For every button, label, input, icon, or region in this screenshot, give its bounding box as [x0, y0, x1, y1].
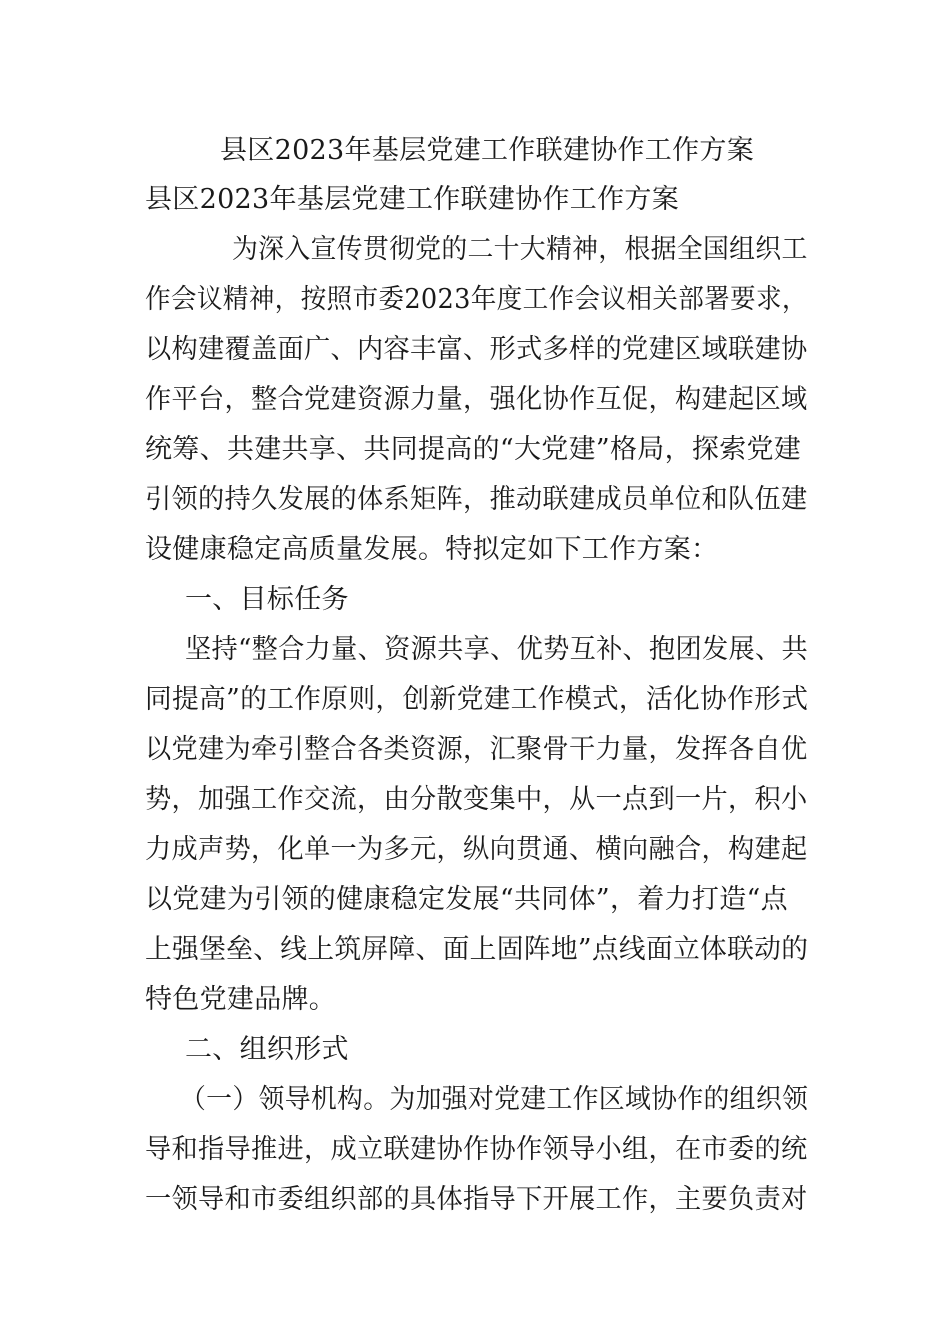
paragraph-line: 以党建为牵引整合各类资源，汇聚骨干力量，发挥各自优	[145, 734, 808, 765]
paragraph-line: 力成声势，化单一为多元，纵向贯通、横向融合，构建起	[145, 834, 808, 865]
paragraph-line: 引领的持久发展的体系矩阵，推动联建成员单位和队伍建	[145, 484, 808, 515]
paragraph-line: 作会议精神，按照市委2023年度工作会议相关部署要求，	[145, 284, 808, 315]
section-heading-goals: 一、目标任务	[185, 584, 349, 615]
paragraph-line: 以构建覆盖面广、内容丰富、形式多样的党建区域联建协	[145, 334, 808, 365]
paragraph-line: 特色党建品牌。	[145, 984, 337, 1015]
section-heading-organization: 二、组织形式	[185, 1034, 349, 1065]
paragraph-line: 作平台，整合党建资源力量，强化协作互促，构建起区域	[145, 384, 808, 415]
paragraph-line: 同提高”的工作原则，创新党建工作模式，活化协作形式	[145, 684, 809, 715]
paragraph-line: 为深入宣传贯彻党的二十大精神，根据全国组织工	[232, 234, 808, 265]
document-subtitle: 县区2023年基层党建工作联建协作工作方案	[145, 184, 680, 215]
paragraph-line: 以党建为引领的健康稳定发展“共同体”，着力打造“点	[145, 884, 788, 915]
paragraph-line: 统筹、共建共享、共同提高的“大党建”格局，探索党建	[145, 434, 802, 465]
document-title: 县区2023年基层党建工作联建协作工作方案	[220, 135, 755, 166]
paragraph-line: 坚持“整合力量、资源共享、优势互补、抱团发展、共	[185, 634, 809, 665]
paragraph-line: （一）领导机构。为加强对党建工作区域协作的组织领	[180, 1084, 809, 1115]
paragraph-line: 导和指导推进，成立联建协作协作领导小组，在市委的统	[145, 1134, 808, 1165]
paragraph-line: 一领导和市委组织部的具体指导下开展工作，主要负责对	[145, 1184, 808, 1215]
paragraph-line: 设健康稳定高质量发展。特拟定如下工作方案：	[145, 534, 719, 565]
paragraph-line: 势，加强工作交流，由分散变集中，从一点到一片，积小	[145, 784, 808, 815]
paragraph-line: 上强堡垒、线上筑屏障、面上固阵地”点线面立体联动的	[145, 934, 809, 965]
